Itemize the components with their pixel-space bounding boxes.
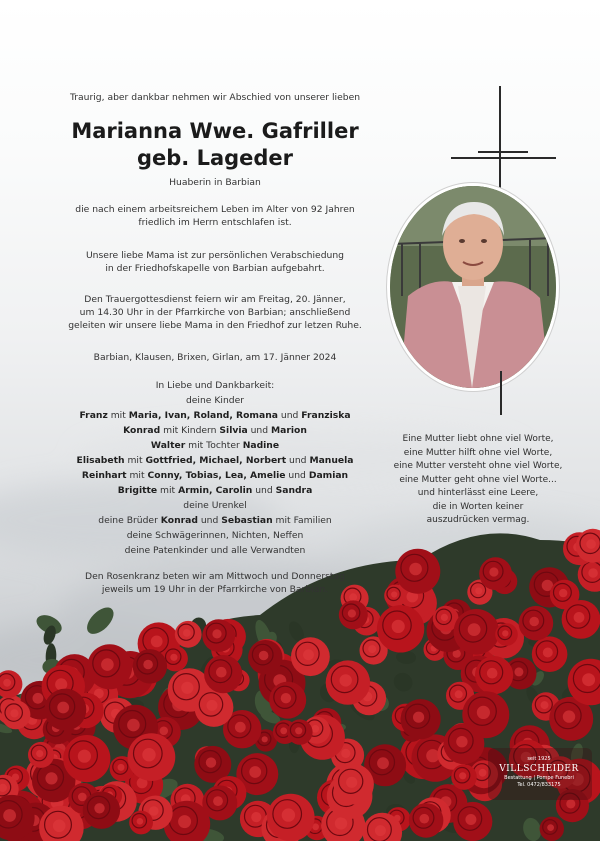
intro-text: Traurig, aber dankbar nehmen wir Abschied von unserer lieben — [69, 92, 361, 103]
poem-line: Eine Mutter liebt ohne viel Worte, — [402, 434, 554, 444]
paragraph-service — [40, 293, 390, 333]
rose-flower — [395, 549, 440, 594]
text-line: in der Friedhofskapelle von Barbian aufgebahrt. — [105, 263, 325, 275]
poem — [388, 433, 568, 528]
rose-flower — [202, 619, 235, 652]
poem-line: die in Worten keiner — [432, 501, 524, 512]
cross-vertical-upper — [499, 86, 501, 192]
family-line: Konrad mit Kindern Silvia und Marion — [123, 425, 307, 436]
logo-tagline: Bestattung | Pompe Funebri — [504, 775, 574, 781]
rose-flower — [194, 688, 233, 727]
text-line: Den Rosenkranz beten wir am Mittwoch und Donnerstag — [85, 571, 345, 582]
family-line: Walter mit Tochter Nadine — [150, 440, 280, 451]
rose-flower — [133, 649, 167, 683]
cross-bar-long — [451, 157, 556, 159]
family-line: deine Schwägerinnen, Nichten, Neffen — [126, 530, 304, 541]
text-line: um 14.30 Uhr in der Pfarrkirche von Barbian; anschließend — [79, 307, 351, 319]
rose-flower — [453, 802, 492, 841]
rose-flower — [532, 636, 568, 672]
deceased-name: Marianna Wwe. Gafriller — [71, 119, 359, 143]
rose-flower — [127, 733, 175, 781]
paragraph-rosary — [40, 570, 390, 596]
rose-flower — [28, 742, 54, 768]
family-line: deine Kinder — [185, 395, 245, 406]
rose-flower — [540, 817, 564, 841]
text-line: friedlich im Herrn entschlafen ist. — [138, 217, 292, 229]
rose-flower — [287, 719, 312, 744]
rose-flower — [339, 600, 368, 629]
rose-flower — [519, 606, 554, 641]
rose-flower — [175, 621, 202, 648]
rose-flower — [479, 557, 512, 590]
family-line: deine Brüder Konrad und Sebastian mit Familien — [98, 515, 332, 526]
family-line: Reinhart mit Conny, Tobias, Lea, Amelie und Damian — [81, 470, 349, 481]
logo-since: seit 1925 — [527, 756, 551, 762]
family-line: deine Urenkel — [183, 500, 247, 511]
cross-vertical-lower — [500, 371, 502, 415]
portrait-photo — [387, 183, 559, 391]
text-line: Unsere liebe Mama ist zur persönlichen Verabschiedung — [85, 250, 345, 261]
family-line: Elisabeth mit Gottfried, Michael, Norbert und Manuela — [76, 455, 354, 466]
paragraph-viewing — [40, 249, 390, 275]
rose-flower — [495, 623, 518, 646]
subtitle-text: Huaberin in Barbian — [169, 177, 261, 188]
poem-line: auszudrücken vermag. — [426, 515, 530, 525]
rose-flower — [269, 682, 306, 719]
paragraph-passing — [40, 203, 390, 229]
family-line: Brigitte mit Armin, Carolin und Sandra — [117, 485, 313, 496]
text-line: Den Trauergottesdienst feiern wir am Freitag, 20. Jänner, — [84, 294, 346, 305]
poem-line: eine Mutter geht ohne viel Worte... — [399, 474, 557, 485]
rose-flower — [83, 792, 120, 829]
logo-name: VILLSCHEIDER — [499, 764, 579, 774]
rose-flower — [454, 609, 500, 655]
rose-flower — [129, 811, 153, 835]
maiden-name: geb. Lageder — [136, 146, 294, 170]
rose-flower — [377, 605, 424, 652]
rose-flower — [443, 723, 484, 764]
rose-flower — [409, 803, 444, 838]
poem-line: eine Mutter hilft ohne viel Worte, — [403, 447, 553, 458]
rose-flower — [204, 655, 242, 693]
logo-phone: Tel. 0472/833175 — [517, 782, 561, 788]
text-line: geleiten wir unsere liebe Mama in den Friedhof zur letzen Ruhe. — [68, 320, 362, 332]
rose-flower — [326, 660, 370, 704]
poem-line: eine Mutter versteht ohne viel Worte, — [393, 461, 563, 471]
rose-flower — [334, 764, 374, 804]
rose-flower — [451, 764, 477, 790]
rose-flower — [63, 735, 110, 782]
cross-bar-short — [478, 151, 528, 153]
rose-flower — [0, 670, 22, 698]
family-heading: In Liebe und Dankbarkeit: — [155, 380, 275, 391]
rose-flower — [87, 644, 132, 689]
family-list — [40, 378, 390, 558]
rose-flower — [475, 656, 513, 694]
rose-flower — [562, 600, 600, 639]
rose-flower — [401, 699, 441, 739]
poem-line: und hinterlässt eine Leere, — [417, 488, 539, 498]
text-line: jeweils um 19 Uhr in der Pfarrkirche von Barbian. — [101, 584, 329, 596]
rose-flower — [202, 785, 237, 820]
rose-flower — [291, 637, 330, 676]
rose-flower — [267, 794, 315, 841]
rose-flower — [248, 640, 282, 674]
family-line: deine Patenkinder und alle Verwandten — [124, 545, 306, 556]
rose-flower — [1, 700, 30, 729]
rose-flower — [44, 689, 86, 731]
place-date: Barbian, Klausen, Brixen, Girlan, am 17. Jänner 2024 — [93, 352, 337, 363]
text-line: die nach einem arbeitsreichem Leben im Alter von 92 Jahren — [75, 204, 355, 215]
family-line: Franz mit Maria, Ivan, Roland, Romana und Franziska — [79, 410, 351, 421]
funeral-home-logo — [494, 756, 584, 789]
